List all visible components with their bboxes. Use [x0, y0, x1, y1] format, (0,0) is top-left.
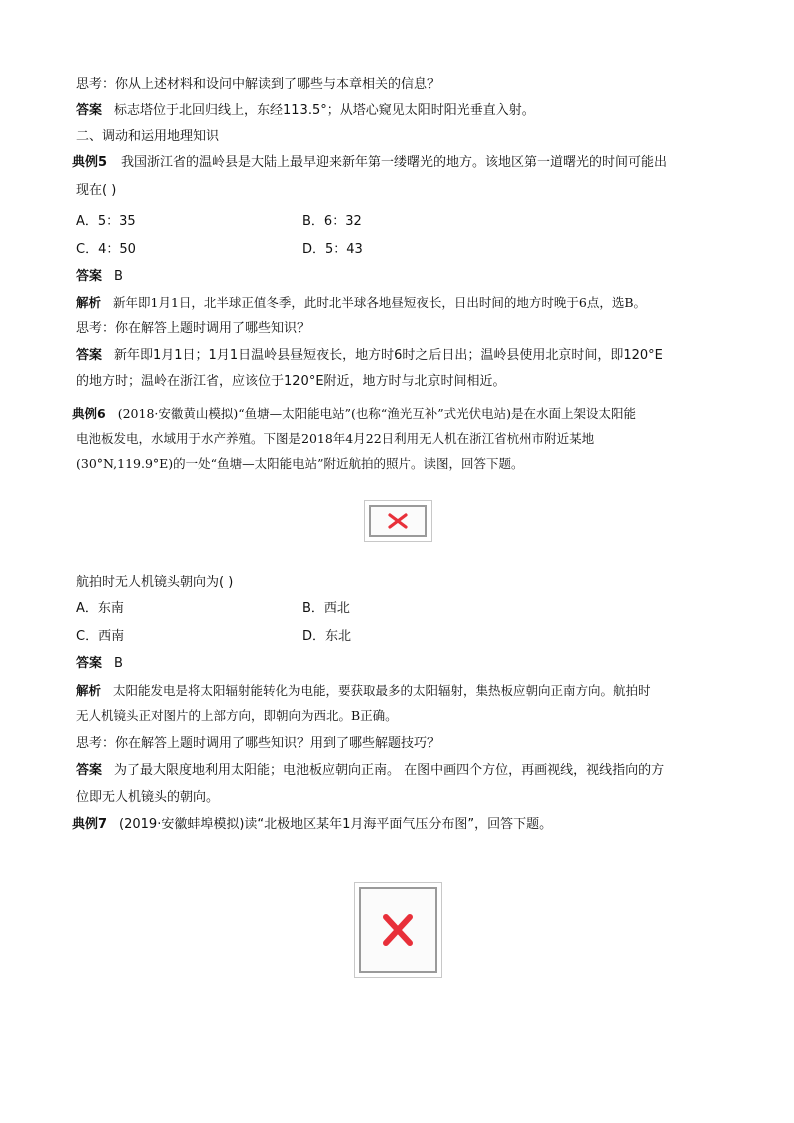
example-6-stem-cont-2: (30°N,119.9°E)的一处“鱼塘—太阳能电站”附近航拍的照片。读图，回答下题。: [76, 456, 524, 471]
answer-4: [76, 655, 123, 673]
answer-3: [76, 347, 663, 365]
answer-2: [76, 268, 123, 286]
question-6: 航拍时无人机镜头朝向为( ): [76, 575, 234, 590]
answer-1: [76, 102, 535, 120]
answer-5: [76, 762, 664, 780]
answer-label: 答案: [76, 269, 103, 284]
analysis-text: 太阳能发电是将太阳辐射能转化为电能，要获取最多的太阳辐射，集热板应朝向正南方向。航拍时: [113, 683, 651, 698]
answer-label: 答案: [76, 103, 103, 118]
option-d: D．东北: [302, 629, 352, 644]
example-6-stem-cont-1: 电池板发电，水域用于水产养殖。下图是2018年4月22日利用无人机在浙江省杭州市附近某地: [76, 431, 595, 446]
answer-5-cont: 位即无人机镜头的朝向。: [76, 790, 220, 805]
example-tag: 典例6: [72, 406, 106, 421]
broken-image-icon: [361, 889, 435, 971]
answer-3-cont: 的地方时；温岭在浙江省，应该位于120°E附近，地方时与北京时间相近。: [76, 374, 506, 389]
option-a: A．5：35: [76, 214, 136, 229]
option-d: D．5：43: [302, 242, 363, 257]
think-question-1: 思考：你从上述材料和设问中解读到了哪些与本章相关的信息？: [76, 77, 441, 92]
option-a: A．东南: [76, 601, 124, 616]
example-text: 我国浙江省的温岭县是大陆上最早迎来新年第一缕曙光的地方。该地区第一道曙光的时间可能出: [121, 155, 668, 170]
answer-text: B: [114, 269, 123, 284]
answer-text: B: [114, 656, 123, 671]
analysis-1: [76, 294, 646, 312]
think-question-2: 思考：你在解答上题时调用了哪些知识？: [76, 321, 311, 336]
answer-label: 答案: [76, 348, 103, 363]
answer-label: 答案: [76, 763, 103, 778]
option-b: B．6：32: [302, 214, 362, 229]
broken-image-placeholder-2: [354, 882, 442, 978]
analysis-label: 解析: [76, 295, 102, 310]
answer-text: 标志塔位于北回归线上，东经113.5°；从塔心窥见太阳时阳光垂直入射。: [114, 103, 535, 118]
analysis-2: [76, 682, 651, 700]
option-c: C．4：50: [76, 242, 136, 257]
analysis-text: 新年即1月1日，北半球正值冬季，此时北半球各地昼短夜长，日出时间的地方时晚于6点，选B。: [113, 295, 647, 310]
example-5-stem-cont: 现在( ): [76, 183, 117, 198]
example-7-stem: [72, 816, 552, 834]
broken-image-placeholder-1: [364, 500, 432, 542]
answer-text: 为了最大限度地利用太阳能；电池板应朝向正南。 在图中画四个方位，再画视线，视线指向的方: [114, 763, 665, 778]
analysis-2-cont: 无人机镜头正对图片的上部方向，即朝向为西北。B正确。: [76, 708, 398, 723]
example-5-stem: [72, 154, 667, 172]
option-b: B．西北: [302, 601, 350, 616]
example-text: (2018·安徽黄山模拟)“鱼塘—太阳能电站”(也称“渔光互补”式光伏电站)是在水面上架设太阳能: [117, 406, 637, 421]
answer-text: 新年即1月1日；1月1日温岭县昼短夜长，地方时6时之后日出；温岭县使用北京时间，即120°E: [114, 348, 663, 363]
example-tag: 典例7: [72, 817, 108, 832]
answer-label: 答案: [76, 656, 103, 671]
broken-image-frame: [359, 887, 437, 973]
example-text: (2019·安徽蚌埠模拟)读“北极地区某年1月海平面气压分布图”，回答下题。: [119, 817, 553, 832]
option-c: C．西南: [76, 629, 125, 644]
broken-image-frame: [369, 505, 427, 537]
example-6-stem: [72, 405, 636, 423]
example-tag: 典例5: [72, 155, 108, 170]
section-heading: 二、调动和运用地理知识: [76, 129, 220, 144]
broken-image-icon: [371, 507, 425, 535]
think-question-3: 思考：你在解答上题时调用了哪些知识？用到了哪些解题技巧？: [76, 736, 441, 751]
analysis-label: 解析: [76, 683, 102, 698]
